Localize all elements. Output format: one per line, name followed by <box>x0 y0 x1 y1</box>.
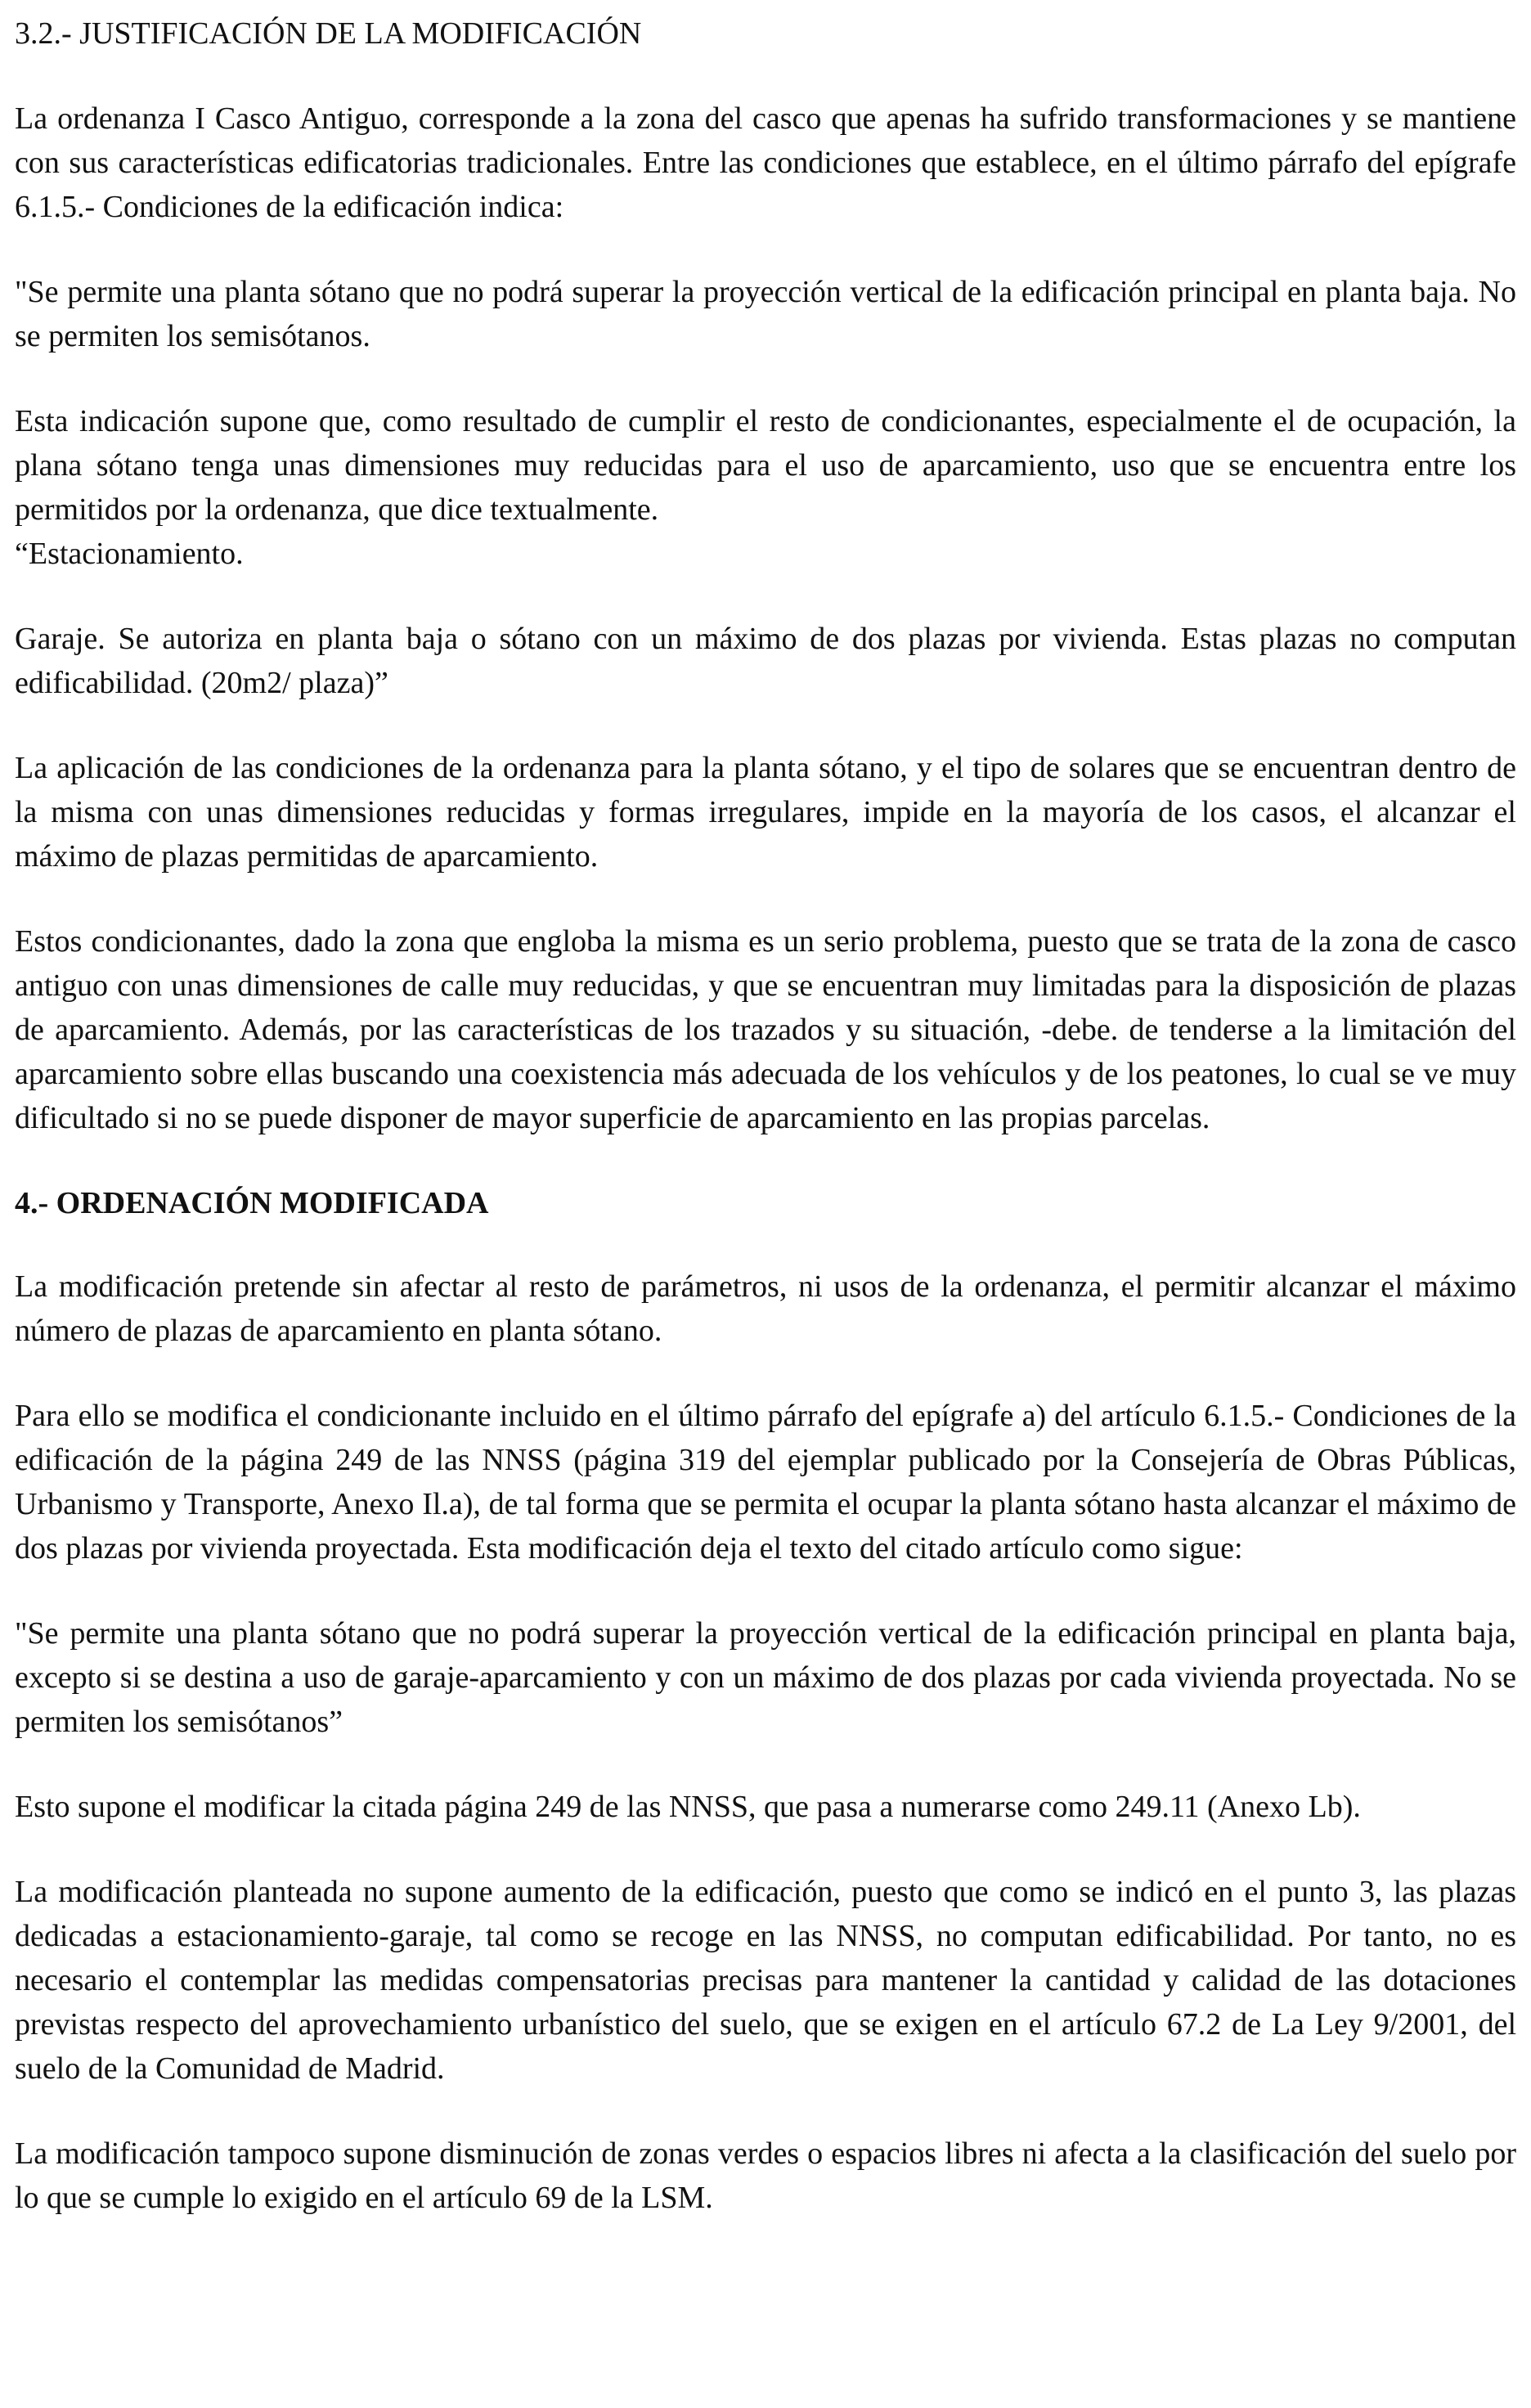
section-4-paragraph-2: Para ello se modifica el condicionante incluido en el último párrafo del epígrafe a) del artículo 6.1.5.- Condiciones de la edificación de la página 249 de las NNSS (página 319 del ejemplar publicado por la Consejería de Obras Públicas, Urbanismo y Transporte, Anexo Il.a), de tal forma que se permita el ocupar la planta sótano hasta alcanzar el máximo de dos plazas por vivienda proyectada. Esta modificación deja el texto del citado artículo como sigue: <box>15 1399 1516 1566</box>
section-4-paragraph-6: La modificación tampoco supone disminución de zonas verdes o espacios libres ni afecta a la clasificación del suelo por lo que se cumple lo exigido en el artículo 69 de la LSM. <box>15 2136 1516 2215</box>
section-3-2-quote-estacionamiento: “Estacionamiento. <box>15 537 244 571</box>
section-3-2-heading: 3.2.- JUSTIFICACIÓN DE LA MODIFICACIÓN <box>15 16 642 51</box>
section-4-heading: 4.- ORDENACIÓN MODIFICADA <box>15 1186 489 1220</box>
section-4-paragraph-4: Esto supone el modificar la citada página 249 de las NNSS, que pasa a numerarse como 249.11 (Anexo Lb). <box>15 1790 1361 1824</box>
section-3-2-paragraph-3: Esta indicación supone que, como resultado de cumplir el resto de condicionantes, especialmente el de ocupación, la plana sótano tenga unas dimensiones muy reducidas para el uso de aparcamiento, uso que se encuentra entre los permitidos por la ordenanza, que dice textualmente. <box>15 404 1516 527</box>
section-3-2-quote-1: "Se permite una planta sótano que no podrá superar la proyección vertical de la edificación principal en planta baja. No se permiten los semisótanos. <box>15 275 1516 353</box>
section-4-paragraph-1: La modificación pretende sin afectar al resto de parámetros, ni usos de la ordenanza, el permitir alcanzar el máximo número de plazas de aparcamiento en planta sótano. <box>15 1269 1516 1348</box>
section-4-paragraph-5: La modificación planteada no supone aumento de la edificación, puesto que como se indicó en el punto 3, las plazas dedicadas a estacionamiento-garaje, tal como se recoge en las NNSS, no computan edificabilidad. Por tanto, no es necesario el contemplar las medidas compensatorias precisas para mantener la cantidad y calidad de las dotaciones previstas respecto del aprovechamiento urbanístico del suelo, que se exigen en el artículo 67.2 de La Ley 9/2001, del suelo de la Comunidad de Madrid. <box>15 1875 1516 2086</box>
section-4-quote-modified-text: "Se permite una planta sótano que no podrá superar la proyección vertical de la edificación principal en planta baja, excepto si se destina a uso de garaje-aparcamiento y con un máximo de dos plazas por cada vivienda proyectada. No se permiten los semisótanos” <box>15 1616 1516 1739</box>
section-3-2-paragraph-1: La ordenanza I Casco Antiguo, corresponde a la zona del casco que apenas ha sufrido transformaciones y se mantiene con sus características edificatorias tradicionales. Entre las condiciones que establece, en el último párrafo del epígrafe 6.1.5.- Condiciones de la edificación indica: <box>15 101 1516 224</box>
section-3-2-quote-garaje: Garaje. Se autoriza en planta baja o sótano con un máximo de dos plazas por vivienda. Estas plazas no computan edificabilidad. (20m2/ plaza)” <box>15 622 1516 700</box>
section-3-2-paragraph-6: Estos condicionantes, dado la zona que engloba la misma es un serio problema, puesto que se trata de la zona de casco antiguo con unas dimensiones de calle muy reducidas, y que se encuentran muy limitadas para la disposición de plazas de aparcamiento. Además, por las características de los trazados y su situación, -debe. de tenderse a la limitación del aparcamiento sobre ellas buscando una coexistencia más adecuada de los vehículos y de los peatones, lo cual se ve muy dificultado si no se puede disponer de mayor superficie de aparcamiento en las propias parcelas. <box>15 924 1516 1135</box>
section-3-2-paragraph-5: La aplicación de las condiciones de la ordenanza para la planta sótano, y el tipo de solares que se encuentran dentro de la misma con unas dimensiones reducidas y formas irregulares, impide en la mayoría de los casos, el alcanzar el máximo de plazas permitidas de aparcamiento. <box>15 751 1516 874</box>
